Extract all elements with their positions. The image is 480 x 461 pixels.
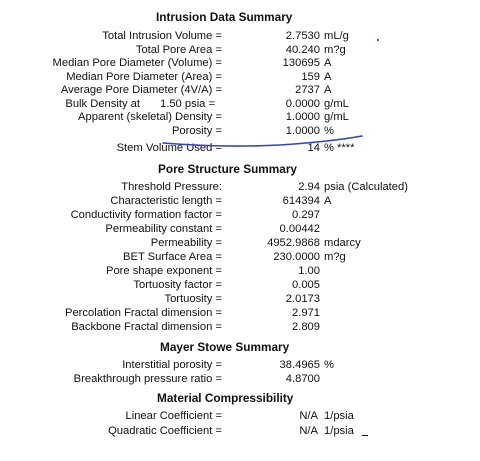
row-unit: A — [324, 195, 332, 207]
row-value: N/A — [299, 425, 318, 437]
row-unit: 1/psia — [324, 425, 354, 437]
row-label: Quadratic Coefficient = — [108, 425, 222, 437]
row-value: 1.0000 — [285, 125, 320, 137]
row-value: 130695 — [282, 57, 320, 69]
row-label: Bulk Density at — [65, 97, 140, 110]
row-value: 14 — [307, 142, 320, 154]
data-row-pore-shape-exponent — [0, 264, 480, 278]
data-row-total-intrusion-volume — [0, 29, 480, 43]
row-value: 0.005 — [292, 279, 320, 291]
data-row-median-pore-diameter-area — [0, 70, 480, 84]
row-label: Permeability constant = — [105, 223, 222, 235]
data-row-quadratic-coefficient — [0, 424, 480, 438]
data-row-median-pore-diameter-volume — [0, 56, 480, 70]
row-label: Tortuosity factor = — [133, 279, 222, 291]
data-row-conductivity-formation-factor — [0, 208, 480, 222]
row-label: Threshold Pressure: — [121, 181, 222, 193]
data-row-porosity — [0, 124, 480, 138]
row-label: Pore shape exponent = — [105, 265, 222, 277]
material-compressibility-heading: Material Compressibility — [157, 391, 294, 405]
intrusion-summary-heading: Intrusion Data Summary — [156, 10, 293, 24]
row-label: Backbone Fractal dimension = — [71, 321, 222, 333]
row-value: 4.8700 — [285, 373, 320, 385]
row-unit: % — [324, 359, 334, 371]
row-label: Linear Coefficient = — [125, 410, 222, 422]
row-value: 0.00442 — [279, 223, 320, 235]
row-value: 1.00 — [298, 265, 320, 277]
row-value: 38.4965 — [279, 359, 320, 371]
row-label: Percolation Fractal dimension = — [64, 307, 222, 319]
row-label: Total Intrusion Volume = — [102, 30, 222, 42]
data-row-bulk-density — [0, 97, 480, 111]
row-value: 614394 — [282, 195, 320, 207]
row-unit: A — [324, 70, 332, 83]
row-unit: % — [324, 125, 334, 137]
row-label: Tortuosity = — [164, 293, 222, 305]
row-label: Interstitial porosity = — [122, 359, 222, 371]
data-row-percolation-fractal-dimension — [0, 306, 480, 320]
row-value: 40.240 — [285, 43, 320, 56]
row-unit: mdarcy — [324, 237, 361, 249]
row-value: 2.0173 — [285, 293, 320, 305]
row-unit: % **** — [324, 142, 355, 154]
row-unit: A — [324, 57, 332, 69]
row-value: 2737 — [295, 84, 320, 96]
row-unit: g/mL — [324, 97, 349, 110]
row-label: Average Pore Diameter (4V/A) = — [60, 84, 222, 96]
row-unit: A — [324, 84, 332, 96]
pore-structure-heading: Pore Structure Summary — [158, 162, 297, 176]
row-label: Total Pore Area = — [135, 43, 222, 56]
mayer-stowe-heading: Mayer Stowe Summary — [160, 340, 290, 354]
data-row-permeability — [0, 236, 480, 250]
data-row-permeability-constant — [0, 222, 480, 236]
row-label: Breakthrough pressure ratio = — [73, 373, 222, 385]
row-label: Conductivity formation factor = — [70, 209, 222, 221]
row-unit: mL/g — [324, 30, 349, 42]
data-row-interstitial-porosity — [0, 358, 480, 372]
row-value: 0.0000 — [285, 97, 320, 110]
row-label: Median Pore Diameter (Area) = — [66, 70, 222, 83]
row-label: Median Pore Diameter (Volume) = — [52, 57, 222, 69]
row-label: BET Surface Area = — [123, 251, 222, 263]
data-row-average-pore-diameter — [0, 83, 480, 97]
row-label: Porosity = — [171, 125, 222, 137]
row-value: 2.94 — [298, 181, 320, 193]
data-row-breakthrough-pressure-ratio — [0, 372, 480, 386]
data-row-linear-coefficient — [0, 409, 480, 423]
row-label: Characteristic length = — [110, 195, 222, 207]
data-row-total-pore-area — [0, 43, 480, 57]
row-value: 1.0000 — [285, 111, 320, 123]
row-value: 0.297 — [292, 209, 320, 221]
row-label: Apparent (skeletal) Density = — [78, 111, 222, 123]
row-value: 2.809 — [292, 321, 320, 333]
data-row-characteristic-length — [0, 194, 480, 208]
row-unit: m?g — [324, 251, 346, 263]
data-row-tortuosity — [0, 292, 480, 306]
data-row-backbone-fractal-dimension — [0, 320, 480, 334]
row-label: Permeability = — [150, 237, 222, 249]
data-row-stem-volume-used — [0, 141, 480, 155]
data-row-threshold-pressure — [0, 180, 480, 194]
row-value: N/A — [299, 410, 318, 422]
row-unit: m?g — [324, 43, 346, 56]
row-value: 159 — [301, 70, 320, 83]
row-pressure: 1.50 psia = — [160, 97, 216, 110]
data-row-tortuosity-factor — [0, 278, 480, 292]
row-unit: psia (Calculated) — [324, 181, 408, 193]
row-value: 4952.9868 — [267, 237, 320, 249]
row-unit: 1/psia — [324, 410, 354, 422]
row-label: Stem Volume Used = — [116, 142, 222, 154]
row-value: 2.971 — [292, 307, 320, 319]
data-row-bet-surface-area — [0, 250, 480, 264]
data-row-apparent-density — [0, 110, 480, 124]
row-value: 2.7530 — [285, 30, 320, 42]
row-unit: g/mL — [324, 111, 349, 123]
row-value: 230.0000 — [273, 251, 320, 263]
